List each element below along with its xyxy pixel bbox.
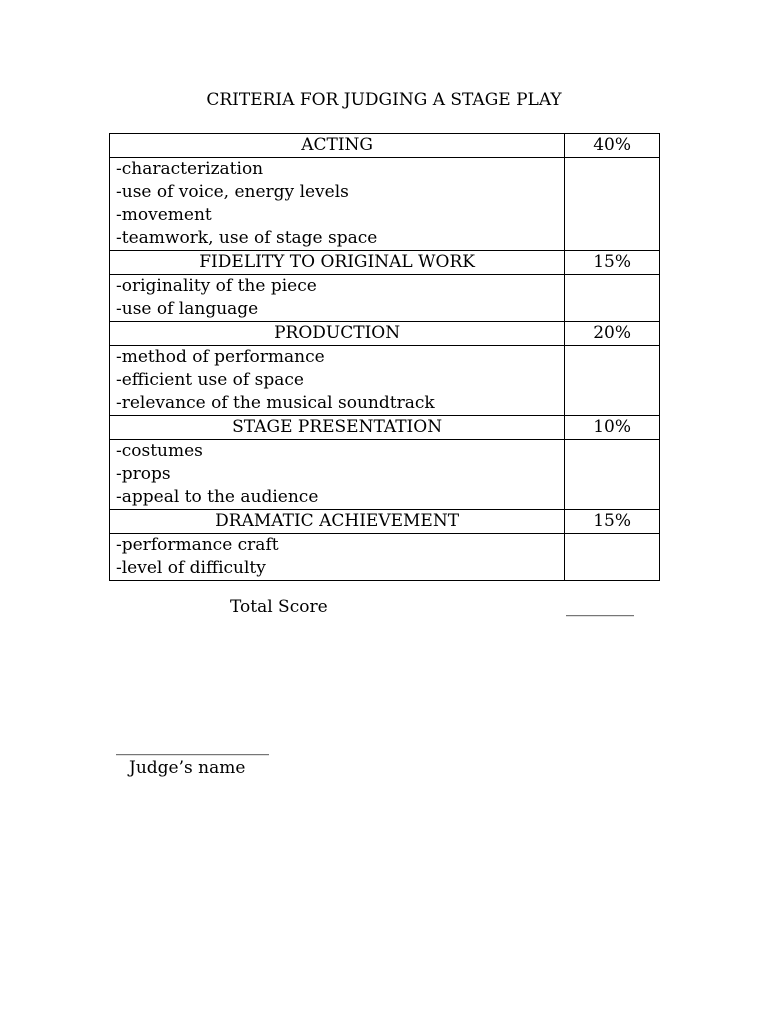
criterion-item: -use of voice, energy levels — [116, 182, 349, 202]
criterion-item: -appeal to the audience — [116, 487, 319, 507]
judge-signature-line[interactable]: __________________ — [116, 736, 269, 756]
category-name: FIDELITY TO ORIGINAL WORK — [110, 251, 565, 275]
category-items — [110, 346, 565, 416]
criterion-item: -costumes — [116, 441, 203, 461]
category-items-row — [110, 346, 660, 416]
criterion-item: -method of performance — [116, 347, 325, 367]
criterion-item: -performance craft — [116, 535, 279, 555]
category-items-row — [110, 534, 660, 581]
category-weight: 15% — [565, 510, 660, 534]
criterion-item: -teamwork, use of stage space — [116, 228, 378, 248]
score-cell[interactable] — [565, 440, 660, 510]
category-items-row — [110, 440, 660, 510]
category-weight: 20% — [565, 322, 660, 346]
criterion-item: -props — [116, 464, 171, 484]
criteria-table — [109, 133, 660, 581]
judge-name-label: Judge’s name — [129, 758, 246, 778]
criterion-item: -relevance of the musical soundtrack — [116, 393, 435, 413]
category-header-row — [110, 510, 660, 534]
category-name: DRAMATIC ACHIEVEMENT — [110, 510, 565, 534]
category-items — [110, 158, 565, 251]
criterion-item: -originality of the piece — [116, 276, 317, 296]
total-score-blank[interactable]: ________ — [566, 597, 634, 617]
score-cell[interactable] — [565, 275, 660, 322]
category-name: ACTING — [110, 134, 565, 158]
category-items — [110, 275, 565, 322]
criterion-item: -level of difficulty — [116, 558, 266, 578]
category-items-row — [110, 275, 660, 322]
total-score-label: Total Score — [230, 597, 328, 617]
criterion-item: -use of language — [116, 299, 259, 319]
criterion-item: -movement — [116, 205, 212, 225]
category-name: PRODUCTION — [110, 322, 565, 346]
category-items — [110, 534, 565, 581]
category-header-row — [110, 322, 660, 346]
category-header-row — [110, 134, 660, 158]
category-weight: 40% — [565, 134, 660, 158]
category-name: STAGE PRESENTATION — [110, 416, 565, 440]
score-cell[interactable] — [565, 534, 660, 581]
category-weight: 15% — [565, 251, 660, 275]
criterion-item: -efficient use of space — [116, 370, 304, 390]
score-cell[interactable] — [565, 346, 660, 416]
category-items-row — [110, 158, 660, 251]
category-header-row — [110, 251, 660, 275]
category-weight: 10% — [565, 416, 660, 440]
category-items — [110, 440, 565, 510]
category-header-row — [110, 416, 660, 440]
page-title: CRITERIA FOR JUDGING A STAGE PLAY — [206, 90, 562, 110]
criterion-item: -characterization — [116, 159, 264, 179]
score-cell[interactable] — [565, 158, 660, 251]
